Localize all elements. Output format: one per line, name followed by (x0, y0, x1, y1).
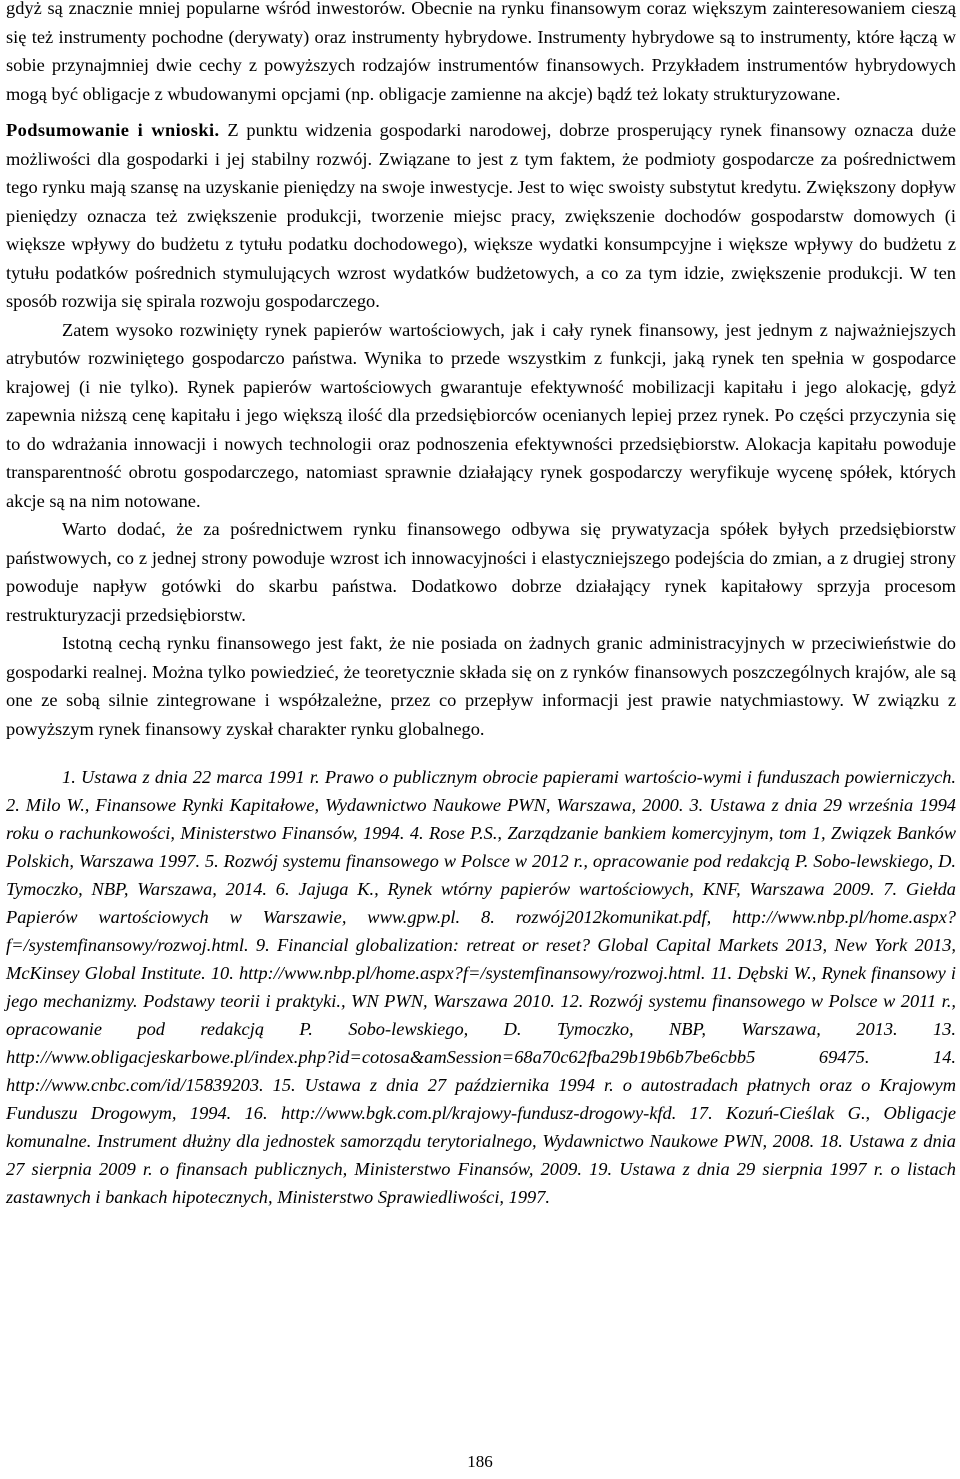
references-text-2: drogowy-kfd. 17. Kozuń-Cieślak G., Obligacje komunalne. Instrument dłużny dla jednostek samorządu terytorialnego, Wydawnictwo Naukowe PWN, 2008. 18. Ustawa z dnia 27 sierpnia 2009 r. o finansach publicznych, Ministerstwo Finansów, 2009. 19. Ustawa z dnia 29 sierpnia 1997 r. o listach zastawnych i bankach hipotecznych, Ministerstwo Sprawiedliwości, 1997. (6, 1103, 957, 1207)
intro-paragraph: gdyż są znacznie mniej popularne wśród inwestorów. Obecnie na rynku finansowym coraz większym zainteresowaniem cieszą się też instrumenty pochodne (derywaty) oraz instrumenty hybrydowe. Instrumenty hybrydowe są to instrumenty, które łączą w sobie przynajmniej dwie cechy z powyższych rodzajów instrumentów finansowych. Przykładem instrumentów hybrydowych mogą być obligacje z wbudowanymi opcjami (np. obligacje zamienne na akcje) bądź też lokaty strukturyzowane. (6, 0, 956, 104)
document-page (6, 0, 956, 1211)
summary-paragraph (6, 116, 956, 316)
summary-heading: Podsumowanie i wnioski. (6, 120, 220, 140)
references-text-1: 1. Ustawa z dnia 22 marca 1991 r. Prawo o publicznym obrocie papierami wartościo-wymi i funduszach powierniczych. 2. Milo W., Finansowe Rynki Kapitałowe, Wydawnictwo Naukowe PWN, Warszawa, 2000. 3. Ustawa z dnia 29 września 1994 roku o rachunkowości, Ministerstwo Finansów, 1994. 4. Rose P.S., Zarządzanie bankiem komercyjnym, tom 1, Związek Banków Polskich, Warszawa 1997. 5. Rozwój systemu finansowego w Polsce w 2012 r., opracowanie pod redakcją P. Sobo-lewskiego, D. Tymoczko, NBP, Warszawa, 2014. 6. Jajuga K., Rynek wtórny papierów wartościowych, KNF, Warszawa 2009. 7. Giełda Papierów wartościowych w Warszawie, www.gpw.pl. 8. rozwój2012komunikat.pdf, http://www.nbp.pl/home.aspx?f=/systemfinansowy/rozwoj.html. 9. Financial globalization: retreat or reset? Global Capital Markets 2013, New York 2013, McKinsey Global Institute. 10. http://www.nbp.pl/home.aspx?f=/systemfinansowy/rozwoj.html. 11. Dębski W., Rynek finansowy i jego mechanizmy. Podstawy teorii i praktyki., WN PWN, Warszawa 2010. 12. Rozwój systemu finansowego w Polsce w 2011 r., opracowanie pod redakcją P. Sobo-lewskiego, D. Tymoczko, NBP, Warszawa, 2013. 13. http://www.obligacjeskarbowe.pl/index.php?id=cotosa&amSession=68a70c62fba29b19b6b7be6cbb5 69475. 14. http://www.cnbc.com/id/15839203. 15. Ustawa z dnia 27 października 1994 r. o autostradach płatnych oraz o Krajowym Funduszu Drogowym, 1994. 16. (6, 767, 956, 1123)
paragraph-3: Warto dodać, że za pośrednictwem rynku finansowego odbywa się prywatyzacja spółek byłych przedsiębiorstw państwowych, co z jednej strony powoduje wzrost ich innowacyjności i elastyczniejszego podejścia do zmian, a z drugiej strony powoduje napływ gotówki do skarbu państwa. Dodatkowo dobrze działający rynek kapitałowy sprzyja procesom restrukturyzacji przedsiębiorstw. (6, 519, 956, 625)
references-list (6, 763, 956, 1211)
page-number: 186 (467, 1452, 493, 1471)
reference-link[interactable]: http://www.bgk.com.pl/krajowy-fundusz- (280, 1103, 580, 1123)
summary-text: Z punktu widzenia gospodarki narodowej, dobrze prosperujący rynek finansowy oznacza duże możliwości dla gospodarki i jej stabilny rozwój. Związane to jest z tym faktem, że podmioty gospodarcze za pośrednictwem tego rynku mają szansę na uzyskanie pieniędzy na swoje inwestycje. Jest to więc swoisty substytut kredytu. Zwiększony dopływ pieniędzy oznacza też zwiększenie produkcji, tworzenie miejsc pracy, zwiększenie dochodów gospodarstw domowych (i większe wpływy do budżetu z tytułu podatku dochodowego), większe wydatki konsumpcyjne i większe wpływy do budżetu z tytułu podatków pośrednich stymulujących wzrost wydatków budżetowych, a co za tym idzie, zwiększenie produkcji. W ten sposób rozwija się spirala rozwoju gospodarczego. (6, 120, 956, 311)
paragraph-2: Zatem wysoko rozwinięty rynek papierów wartościowych, jak i cały rynek finansowy, jest jednym z najważniejszych atrybutów rozwiniętego gospodarczo państwa. Wynika to przede wszystkim z funkcji, jaką rynek ten spełnia w gospodarce krajowej (i nie tylko). Rynek papierów wartościowych gwarantuje efektywność mobilizacji kapitału i jego alokację, gdyż zapewnia niższą cenę kapitału i jego większą ilość dla przedsiębiorców ocenianych lepiej przez rynek. Po części przyczynia się to do wdrażania innowacji i nowych technologii oraz podnoszenia efektywności przedsiębiorstw. Alokacja kapitału powoduje transparentność obrotu gospodarczego, natomiast sprawnie działający rynek gospodarczy weryfikuje wycenę spółek, których akcje są na nim notowane. (6, 319, 956, 511)
paragraph-4: Istotną cechą rynku finansowego jest fakt, że nie posiada on żadnych granic administracyjnych w przeciwieństwie do gospodarki realnej. Można tylko powiedzieć, że teoretycznie składa się on z rynków finansowych poszczególnych krajów, ale są one ze sobą silnie zintegrowane i współzależne, przez co przepływ informacji jest prawie natychmiastowy. W związku z powyższym rynek finansowy zyskał charakter rynku globalnego. (6, 633, 956, 739)
